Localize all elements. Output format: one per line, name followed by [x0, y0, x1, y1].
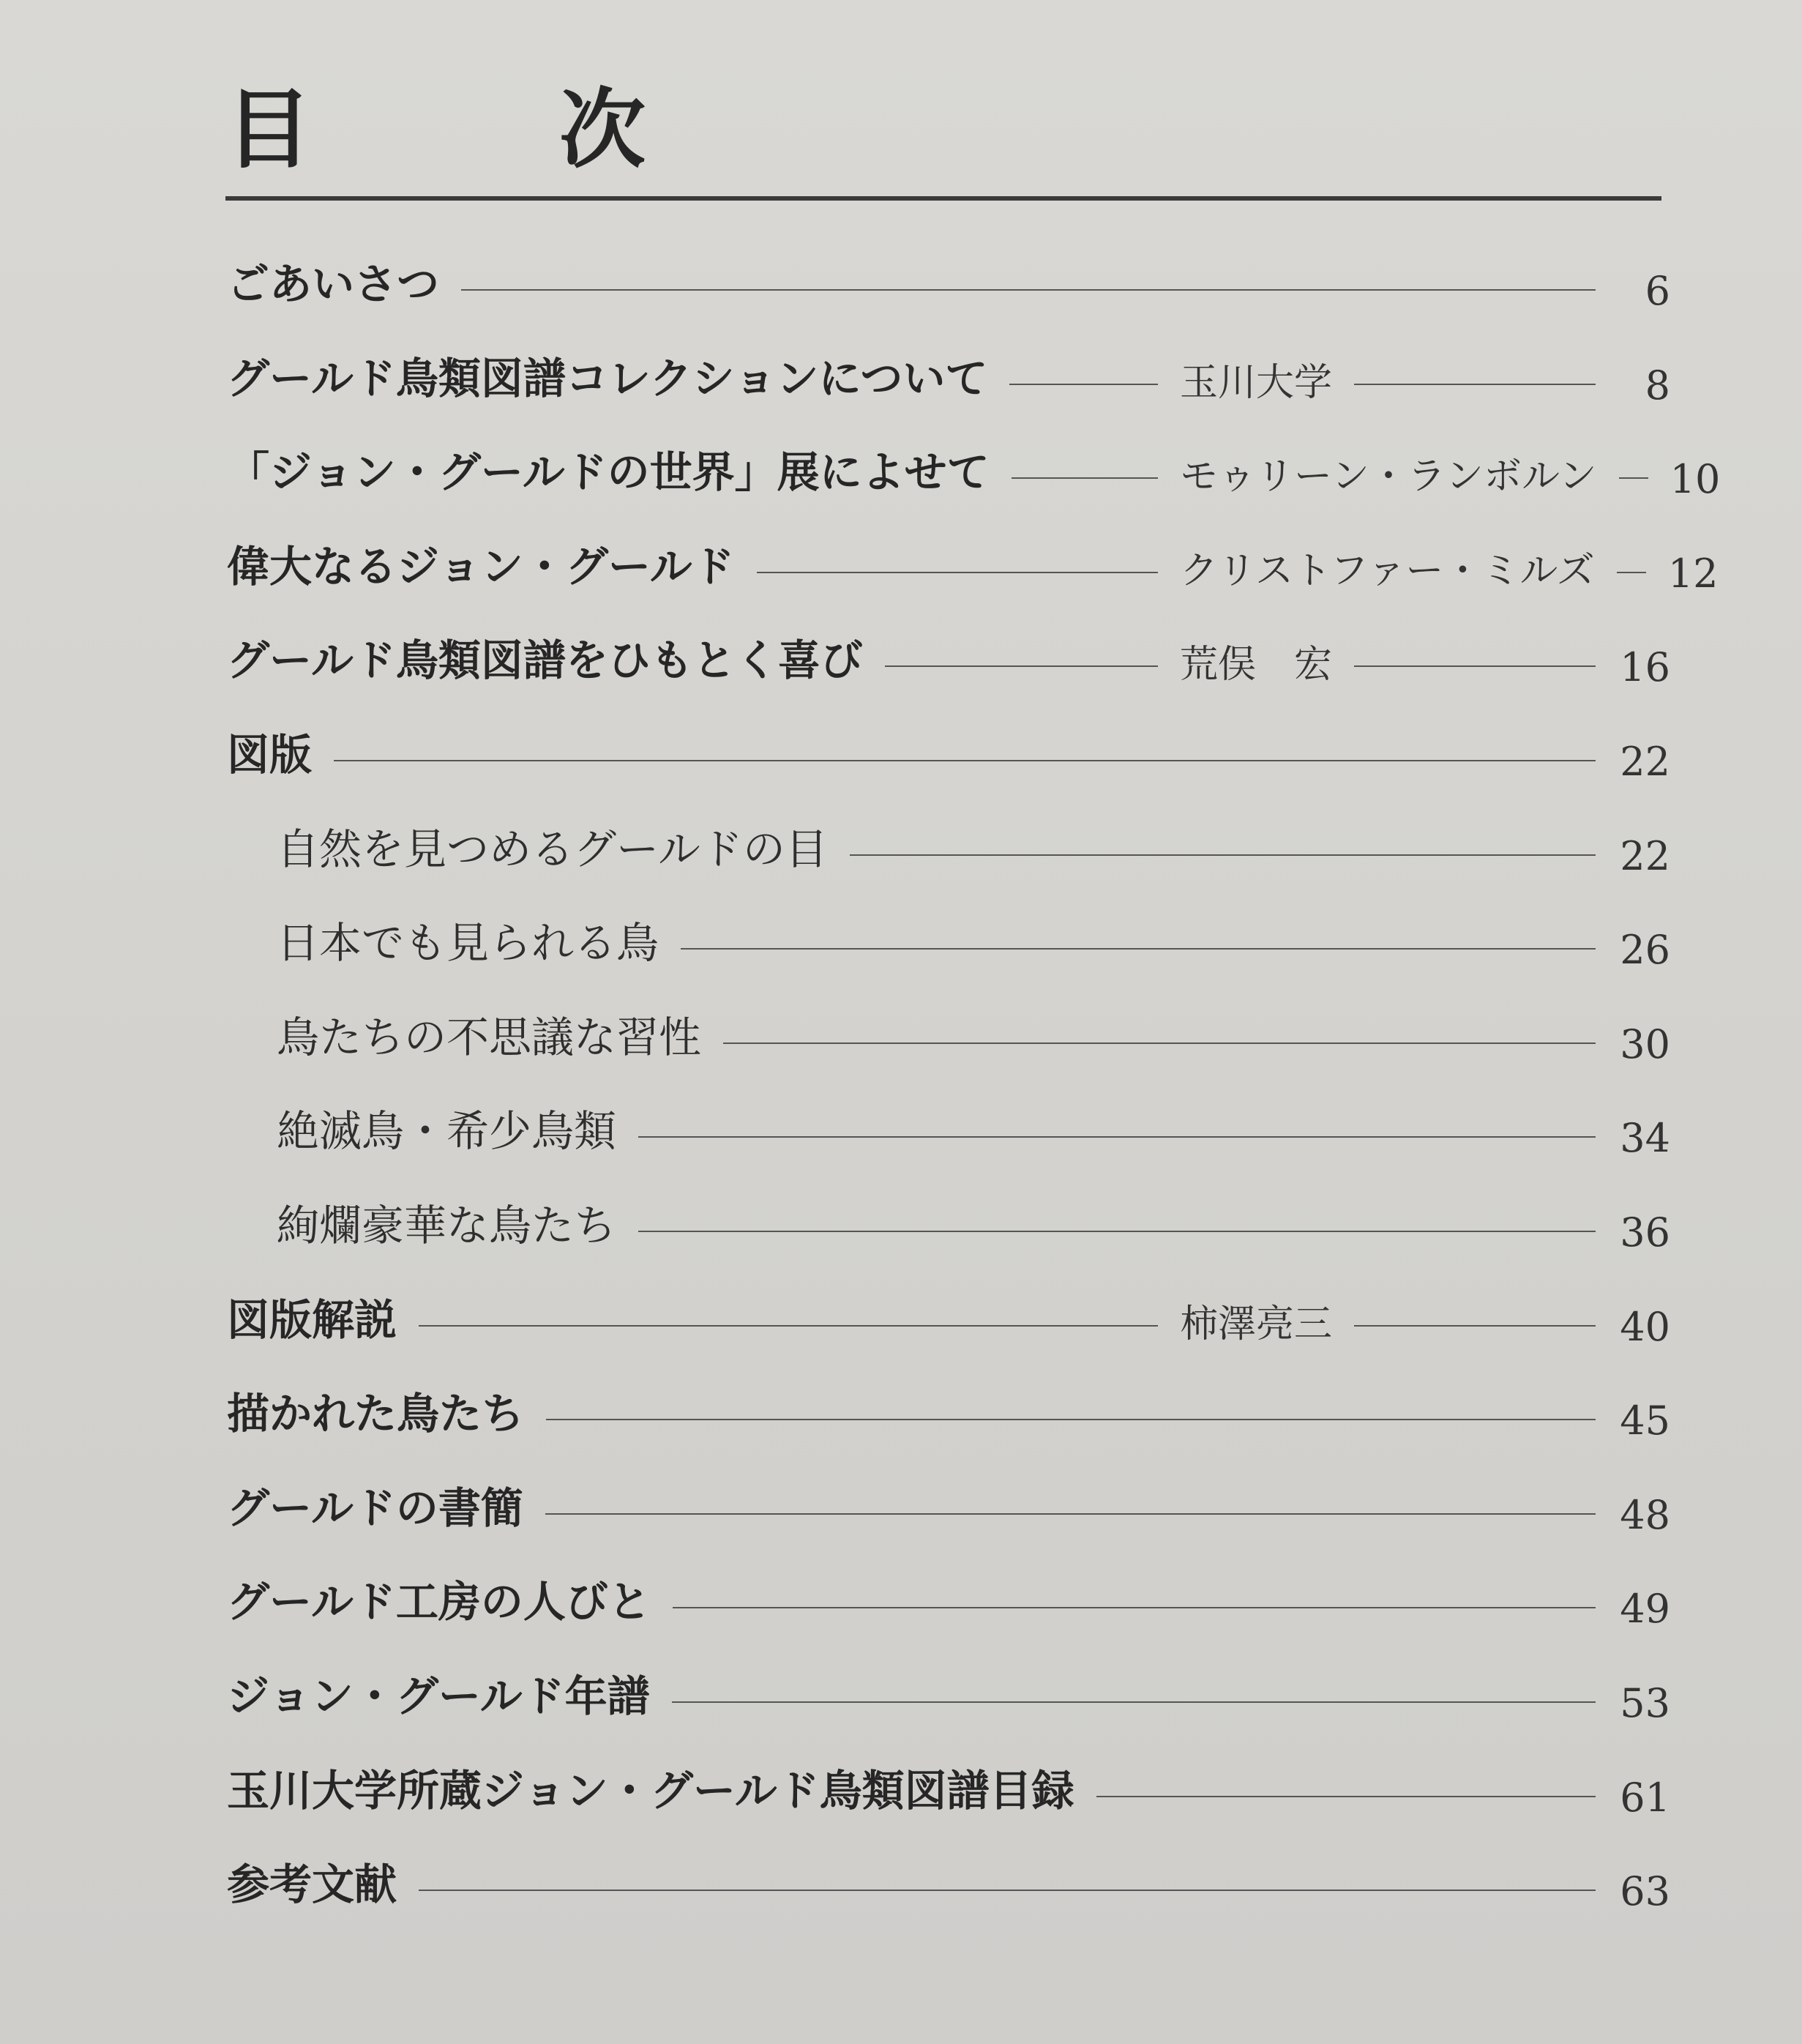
- leader-line: [638, 1136, 1596, 1138]
- toc-entry-author: 荒俣 宏: [1180, 643, 1333, 687]
- toc-entry: [277, 1196, 1670, 1255]
- leader-line: [419, 1325, 1158, 1327]
- leader-line: [1096, 1796, 1596, 1797]
- toc-entry-title: 玉川大学所蔵ジョン・グールド鳥類図譜目録: [227, 1766, 1074, 1816]
- toc-entry-author: クリストファー・ミルズ: [1180, 549, 1595, 593]
- toc-entry-page: 40: [1620, 1304, 1670, 1350]
- toc-entry-author: モゥリーン・ランボルン: [1180, 455, 1597, 499]
- toc-entry-page: 16: [1620, 644, 1670, 690]
- toc-entry-title: 絶滅鳥・希少鳥類: [277, 1106, 617, 1156]
- leader-line: [419, 1890, 1596, 1891]
- toc-entry: [227, 1573, 1670, 1631]
- leader-line: [672, 1701, 1596, 1703]
- leader-line: [723, 1042, 1596, 1044]
- toc-entry-author: 柿澤亮三: [1180, 1302, 1333, 1346]
- leader-line: [1012, 477, 1158, 479]
- leader-line: [757, 572, 1158, 573]
- toc-entry-title: グールドの書簡: [227, 1483, 523, 1533]
- toc-entry-title: 鳥たちの不思議な習性: [277, 1012, 702, 1062]
- toc-entry-page: 6: [1645, 268, 1670, 314]
- toc-entry-title: 「ジョン・グールドの世界」展によせて: [227, 447, 990, 497]
- leader-line: [885, 665, 1158, 667]
- toc-entry-title: ごあいさつ: [227, 259, 440, 309]
- toc-entry: [227, 255, 1670, 313]
- toc-entry-page: 36: [1620, 1209, 1670, 1256]
- toc-entry: [227, 726, 1670, 784]
- toc-entry-page: 61: [1620, 1775, 1670, 1821]
- toc-entry: [277, 1102, 1670, 1160]
- toc-entry: [277, 1008, 1670, 1067]
- toc-entry: [227, 537, 1719, 597]
- toc-entry-title: 自然を見つめるグールドの目: [277, 824, 828, 874]
- leader-line: [1354, 384, 1596, 385]
- leader-line: [638, 1231, 1596, 1232]
- toc-entry: [227, 443, 1721, 502]
- toc-entry-page: 12: [1667, 551, 1719, 597]
- leader-line: [334, 760, 1596, 761]
- toc-entry: [277, 820, 1670, 879]
- toc-entry-page: 26: [1620, 927, 1670, 973]
- toc-entry: [277, 914, 1670, 972]
- toc-entry-title: 絢爛豪華な鳥たち: [277, 1201, 617, 1250]
- toc-entry-page: 30: [1620, 1021, 1670, 1067]
- toc-entry-title: 図版: [227, 730, 313, 780]
- leader-line: [850, 854, 1596, 856]
- leader-line: [1619, 477, 1648, 479]
- toc-entry: [227, 631, 1670, 690]
- toc-entry-page: 34: [1620, 1115, 1670, 1161]
- leader-line: [681, 948, 1596, 950]
- toc-entry-title: 偉大なるジョン・グールド: [227, 542, 735, 592]
- toc-entry-page: 53: [1620, 1680, 1670, 1726]
- toc-entry-title: グールド鳥類図譜コレクションについて: [227, 354, 988, 403]
- leader-line: [1354, 1325, 1596, 1327]
- toc-entry-page: 49: [1620, 1586, 1670, 1632]
- toc-entry-title: ジョン・グールド年譜: [227, 1671, 650, 1721]
- toc-entry-title: 描かれた鳥たち: [227, 1389, 525, 1439]
- toc-entry-title: グールド工房の人びと: [227, 1577, 651, 1627]
- toc-entry: [227, 1667, 1670, 1726]
- toc-entry-page: 22: [1620, 833, 1670, 879]
- toc-entry-page: 10: [1670, 456, 1721, 502]
- toc-entry-page: 22: [1620, 739, 1670, 785]
- leader-line: [1617, 572, 1646, 573]
- toc-entry: [227, 1855, 1670, 1914]
- toc-entry-title: 図版解説: [227, 1295, 397, 1345]
- leader-line: [1009, 384, 1158, 385]
- toc-entry-author: 玉川大学: [1180, 361, 1333, 405]
- toc-entry-title: グールド鳥類図譜をひもとく喜び: [227, 635, 863, 685]
- toc-entry-title: 参考文献: [227, 1860, 397, 1909]
- toc-entry: [227, 1291, 1670, 1349]
- toc-entry: [227, 1384, 1670, 1443]
- leader-line: [1354, 665, 1596, 667]
- toc-entry: [227, 349, 1670, 408]
- leader-line: [545, 1513, 1596, 1515]
- leader-line: [461, 289, 1596, 291]
- toc-entry-title: 日本でも見られる鳥: [277, 918, 659, 968]
- toc-entry-page: 48: [1620, 1492, 1670, 1538]
- toc-entry-page: 8: [1645, 362, 1670, 409]
- toc-entry: [227, 1761, 1670, 1820]
- toc-entry: [227, 1479, 1670, 1537]
- toc-entry-page: 45: [1620, 1398, 1670, 1444]
- page-title: 目 次: [225, 78, 727, 180]
- leader-line: [546, 1419, 1596, 1420]
- leader-line: [673, 1607, 1596, 1608]
- toc-entry-page: 63: [1620, 1868, 1670, 1914]
